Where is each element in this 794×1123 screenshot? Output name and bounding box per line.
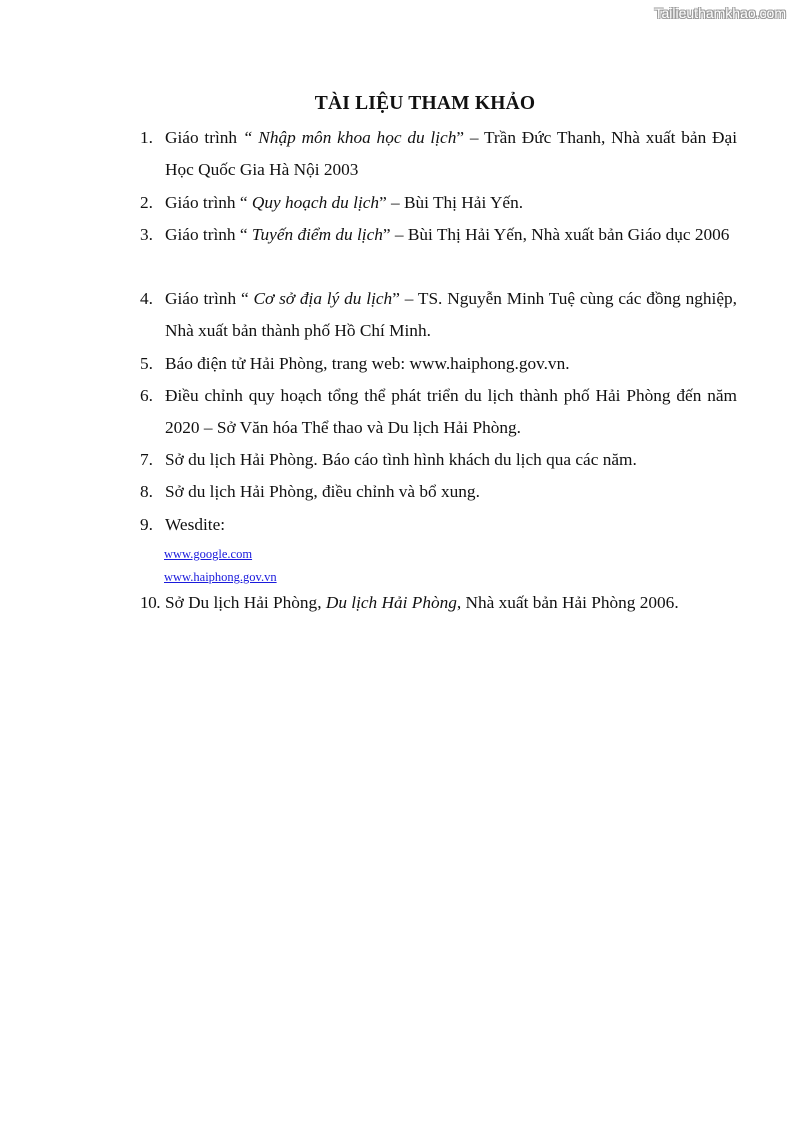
reference-number: 7. [140, 450, 153, 469]
link-google[interactable]: www.google.com [164, 547, 253, 561]
reference-item-9 [140, 509, 737, 541]
reference-item-8 [140, 476, 737, 508]
link-haiphong[interactable]: www.haiphong.gov.vn [164, 570, 277, 584]
reference-item-7 [140, 444, 737, 476]
reference-title: Du lịch Hải Phòng [325, 593, 457, 612]
reference-text: , Nhà xuất bản Hải Phòng 2006. [456, 593, 679, 612]
reference-item-1 [140, 122, 737, 186]
reference-text: Giáo trình “ [165, 193, 252, 212]
reference-text: Điều chỉnh quy hoạch tổng thể phát triển du lịch thành phố Hải Phòng đến năm 2020 – Sở Văn hóa Thể thao và Du lịch Hải Phòng. [165, 386, 737, 437]
reference-text: Giáo trình “ [165, 289, 254, 308]
reference-text: ” – Trần Đức Thanh, Nhà xuất bản Đại Học Quốc Gia Hà Nội 2003 [165, 128, 738, 179]
reference-text: Sở du lịch Hải Phòng. Báo cáo tình hình khách du lịch qua các năm. [165, 450, 637, 469]
reference-number: 9. [140, 515, 153, 534]
reference-item-10 [140, 587, 737, 619]
reference-text: Giáo trình “ [165, 225, 252, 244]
reference-title: Quy hoạch du lịch [251, 193, 380, 212]
page-title: TÀI LIỆU THAM KHẢO [314, 93, 536, 114]
reference-number: 1. [140, 128, 153, 147]
watermark-text: Tailieuthamkhao.com [654, 5, 786, 21]
reference-item-2 [140, 187, 737, 219]
reference-number: 6. [140, 386, 153, 405]
reference-number: 4. [140, 289, 153, 308]
reference-title: “ Nhập môn khoa học du lịch [242, 128, 457, 147]
reference-text: ” – Bùi Thị Hải Yến, Nhà xuất bản Giáo dục 2006 [382, 225, 730, 244]
reference-text: Sở du lịch Hải Phòng, điều chỉnh và bổ xung. [165, 482, 480, 501]
reference-text: ” – Bùi Thị Hải Yến. [379, 193, 524, 212]
reference-number: 5. [140, 354, 153, 373]
reference-item-4 [140, 283, 737, 347]
reference-number: 2. [140, 193, 153, 212]
reference-text: Báo điện tử Hải Phòng, trang web: www.haiphong.gov.vn. [165, 354, 570, 373]
reference-number: 10. [140, 593, 161, 612]
reference-text: Giáo trình [165, 128, 243, 147]
reference-item-6 [140, 380, 737, 444]
reference-title: Tuyến điểm du lịch [251, 225, 383, 244]
reference-number: 3. [140, 225, 153, 244]
reference-title: Cơ sở địa lý du lịch [253, 289, 393, 308]
reference-item-5 [140, 348, 737, 380]
reference-text: Sở Du lịch Hải Phòng, [165, 593, 326, 612]
reference-text: ” – TS. Nguyễn Minh Tuệ cùng các đồng nghiệp, Nhà xuất bản thành phố Hồ Chí Minh. [165, 289, 737, 340]
reference-text: Wesdite: [165, 515, 226, 534]
reference-number: 8. [140, 482, 153, 501]
reference-item-3 [140, 219, 737, 251]
